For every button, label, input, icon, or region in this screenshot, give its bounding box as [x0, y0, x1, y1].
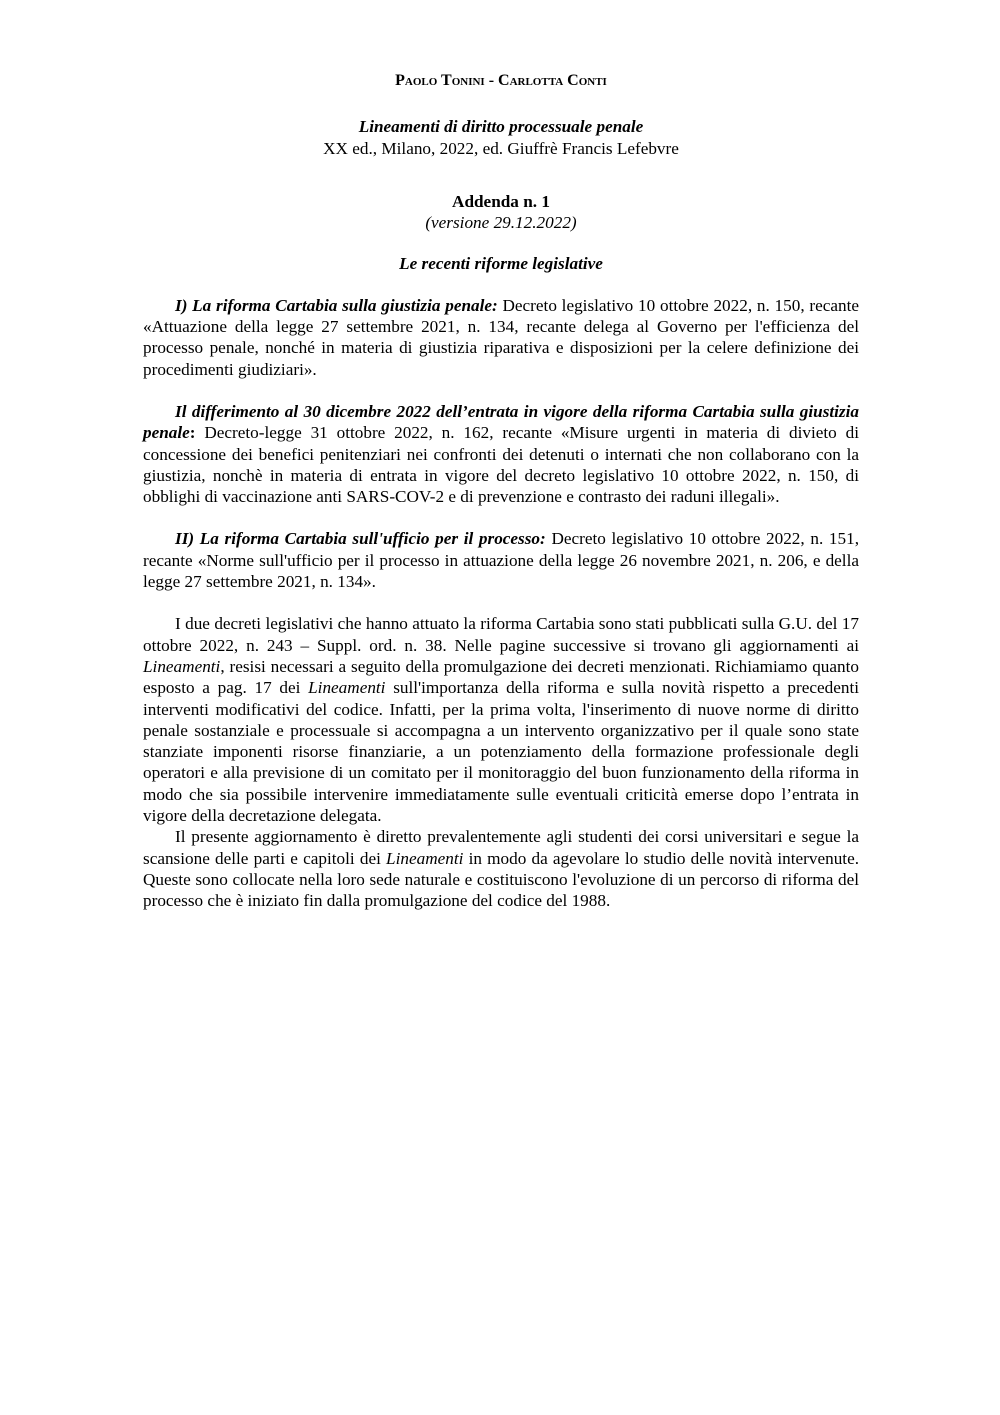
paragraph-decrees-published — [143, 613, 859, 826]
paragraph-text: Decreto legislativo 10 ottobre 2022, n. 150, recante «Attuazione della legge 27 settembre 2021, n. 134, recante delega al Governo per l'efficienza del processo penale, nonché in materia di giustizia riparativa e disposizioni per la celere definizione dei procedimenti giudiziari». — [143, 295, 859, 379]
authors: Paolo Tonini - Carlotta Conti — [395, 72, 607, 89]
paragraph-text: Il presente aggiornamento è diretto prevalentemente agli studenti dei corsi universitari e segue la scansione delle parti e capitoli dei — [143, 827, 859, 868]
paragraph-text: sull'importanza della riforma e sulla novità rispetto a precedenti interventi modificativi del codice. Infatti, per la prima volta, l'inserimento di nuove norme di diritto penale sostanziale e processuale si accompagna a un intervento organizzativo per il quale sono state stanziate imponenti risorse finanziarie, a un potenziamento della formazione professionale degli operatori e alla previsione di un comitato per il monitoraggio del buon funzionamento della riforma in modo che sia possibile intervenire immediatamente sulle eventuali criticità emerse dopo l’entrata in vigore della decretazione delegata. — [143, 678, 859, 826]
paragraph-text: in modo da agevolare lo studio delle novità intervenute. Queste sono collocate nella loro sede naturale e costituiscono l'evoluzione di un percorso di riforma del processo che è iniziato fin dalla promulgazione del codice del 1988. — [143, 848, 860, 911]
paragraph-text: Decreto-legge 31 ottobre 2022, n. 162, recante «Misure urgenti in materia di divieto di concessione dei benefici penitenziari nei confronti dei detenuti o internati che non collaborano con la giustizia, nonchè in materia di entrata in vigore del decreto legislativo 10 ottobre 2022, n. 150, di obblighi di vaccinazione anti SARS-COV-2 e di prevenzione e contrasto dei raduni illegali». — [143, 423, 859, 507]
heading-colon: : — [189, 423, 196, 443]
paragraph-text: I due decreti legislativi che hanno attuato la riforma Cartabia sono stati pubblicati sulla G.U. del 17 ottobre 2022, n. 243 – Suppl. ord. n. 38. Nelle pagine successive si trovano gli aggiornamenti ai — [143, 614, 859, 655]
paragraph-reform-process-office — [143, 528, 859, 592]
paragraph-reform-penal-justice — [143, 295, 859, 380]
book-reference: Lineamenti — [143, 656, 221, 676]
paragraph-deferment — [143, 401, 859, 507]
document-page — [143, 70, 859, 912]
paragraph-update-purpose — [143, 826, 859, 911]
book-reference: Lineamenti — [308, 678, 386, 698]
section-title: Le recenti riforme legislative — [399, 254, 603, 274]
version-date: (versione 29.12.2022) — [425, 213, 577, 233]
addenda-number: Addenda n. 1 — [452, 191, 550, 211]
book-title: Lineamenti di diritto processuale penale — [358, 117, 644, 137]
paragraph-text: , resisi necessari a seguito della promulgazione dei decreti menzionati. Richiamiamo quanto esposto a pag. 17 dei — [143, 656, 859, 698]
book-reference: Lineamenti — [386, 848, 464, 868]
edition-info: XX ed., Milano, 2022, ed. Giuffrè Francis Lefebvre — [323, 138, 679, 158]
paragraph-heading: II) La riforma Cartabia sull'ufficio per il processo: — [175, 529, 546, 549]
paragraph-text: Decreto legislativo 10 ottobre 2022, n. 151, recante «Norme sull'ufficio per il processo in attuazione della legge 26 novembre 2021, n. 206, e della legge 27 settembre 2021, n. 134». — [143, 529, 859, 592]
paragraph-heading: I) La riforma Cartabia sulla giustizia penale: — [175, 295, 498, 315]
paragraph-heading: Il differimento al 30 dicembre 2022 dell’entrata in vigore della riforma Cartabia sulla giustizia penale — [143, 401, 859, 443]
